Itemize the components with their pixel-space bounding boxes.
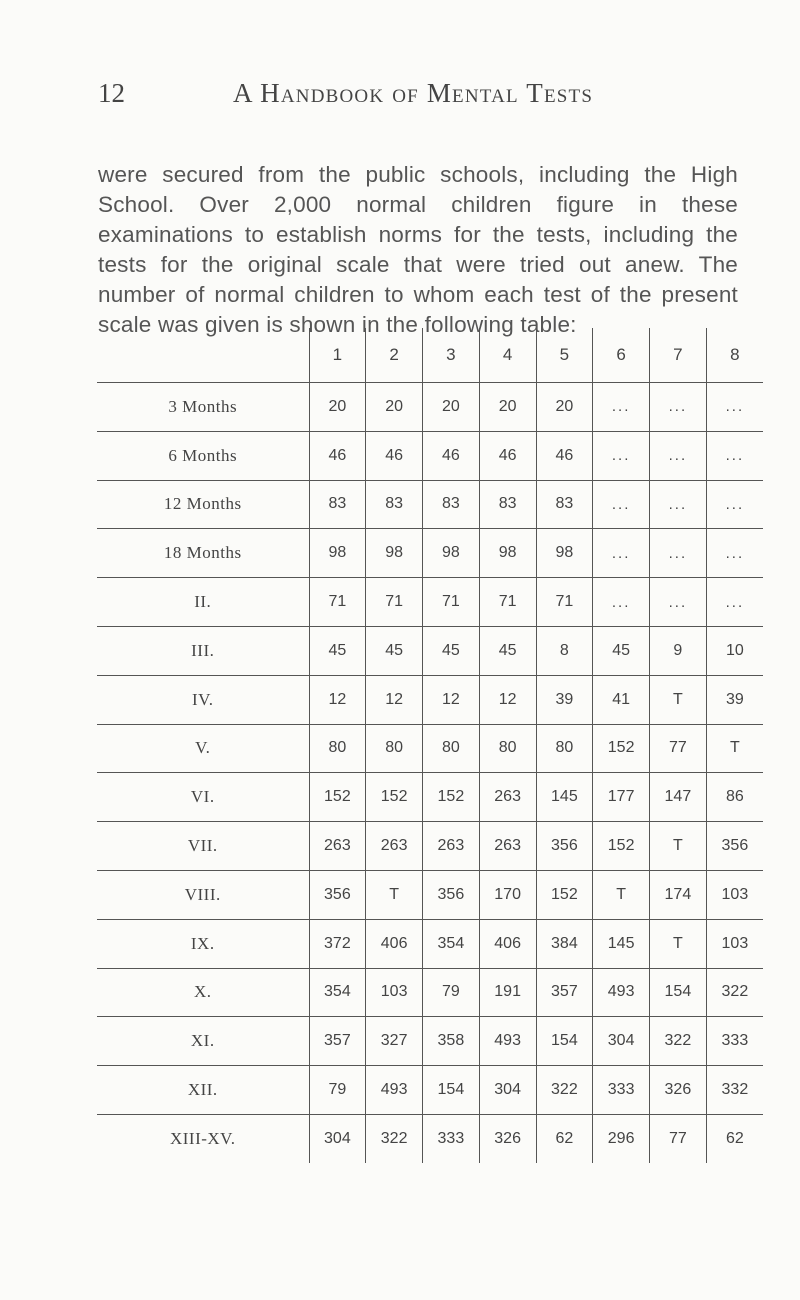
table-cell: 103: [706, 919, 763, 968]
table-cell: 326: [650, 1066, 707, 1115]
table-cell: T: [650, 822, 707, 871]
table-cell: 71: [366, 578, 423, 627]
row-label: IX.: [97, 919, 309, 968]
table-cell: 10: [706, 626, 763, 675]
table-cell: 263: [479, 773, 536, 822]
table-cell: 191: [479, 968, 536, 1017]
table-cell: 152: [309, 773, 366, 822]
table-cell: 46: [479, 431, 536, 480]
row-label: VII.: [97, 822, 309, 871]
row-label: III.: [97, 626, 309, 675]
table-cell: 80: [536, 724, 593, 773]
table-cell: 86: [706, 773, 763, 822]
corner-cell: [97, 328, 309, 383]
table-cell: 406: [366, 919, 423, 968]
table-cell: 356: [423, 870, 480, 919]
table-cell: 327: [366, 1017, 423, 1066]
table-cell: 45: [366, 626, 423, 675]
table-cell: 45: [423, 626, 480, 675]
table-cell: 322: [536, 1066, 593, 1115]
table-cell: 41: [593, 675, 650, 724]
column-header: 5: [536, 328, 593, 383]
table-cell: ...: [706, 480, 763, 529]
table-cell: ...: [593, 431, 650, 480]
table-row: [97, 1114, 763, 1162]
table-cell: 493: [479, 1017, 536, 1066]
table-cell: 333: [706, 1017, 763, 1066]
table-cell: 9: [650, 626, 707, 675]
column-header: 1: [309, 328, 366, 383]
table-cell: 406: [479, 919, 536, 968]
table-cell: 80: [479, 724, 536, 773]
table-cell: 154: [650, 968, 707, 1017]
table-cell: 83: [309, 480, 366, 529]
table-cell: 80: [366, 724, 423, 773]
table-cell: ...: [650, 431, 707, 480]
table-cell: 98: [536, 529, 593, 578]
row-label: XI.: [97, 1017, 309, 1066]
table-cell: 263: [479, 822, 536, 871]
table-cell: 332: [706, 1066, 763, 1115]
body-paragraph: were secured from the public schools, including the High School. Over 2,000 normal children figure in these examinations to establish norms for the tests, including the tests for the original scale that were tried out anew. The number of normal children to whom each test of the present scale was given is shown in the following table:: [98, 161, 738, 337]
table-cell: T: [706, 724, 763, 773]
table-cell: T: [593, 870, 650, 919]
column-header: 4: [479, 328, 536, 383]
table-cell: 372: [309, 919, 366, 968]
table-cell: ...: [650, 480, 707, 529]
row-label: 12 Months: [97, 480, 309, 529]
table-cell: 322: [650, 1017, 707, 1066]
table-cell: 20: [309, 383, 366, 432]
row-label: II.: [97, 578, 309, 627]
table-row: [97, 529, 763, 578]
table-cell: 263: [366, 822, 423, 871]
table-cell: 45: [309, 626, 366, 675]
test-counts-table: [97, 328, 763, 1163]
table-cell: ...: [650, 383, 707, 432]
table-cell: 152: [423, 773, 480, 822]
table-row: [97, 626, 763, 675]
table-cell: ...: [593, 529, 650, 578]
table-cell: 322: [706, 968, 763, 1017]
table-cell: 356: [706, 822, 763, 871]
header-row: [97, 328, 763, 383]
column-header: 8: [706, 328, 763, 383]
table-cell: 46: [309, 431, 366, 480]
table-row: [97, 773, 763, 822]
table-cell: 152: [593, 724, 650, 773]
table-cell: T: [650, 919, 707, 968]
table-cell: 39: [706, 675, 763, 724]
table-row: [97, 822, 763, 871]
table-cell: 83: [423, 480, 480, 529]
table-cell: 83: [366, 480, 423, 529]
table-cell: 304: [593, 1017, 650, 1066]
table-cell: 98: [479, 529, 536, 578]
table-cell: 103: [366, 968, 423, 1017]
table-cell: 322: [366, 1114, 423, 1162]
table-cell: 39: [536, 675, 593, 724]
table-cell: 20: [423, 383, 480, 432]
page-header: [98, 78, 690, 118]
table-cell: 83: [536, 480, 593, 529]
row-label: 3 Months: [97, 383, 309, 432]
table-cell: 154: [536, 1017, 593, 1066]
table-cell: 77: [650, 1114, 707, 1162]
table-row: [97, 480, 763, 529]
table-row: [97, 1066, 763, 1115]
table-cell: 177: [593, 773, 650, 822]
table-cell: 103: [706, 870, 763, 919]
table-cell: 354: [309, 968, 366, 1017]
table-cell: 45: [593, 626, 650, 675]
row-label: VIII.: [97, 870, 309, 919]
row-label: XII.: [97, 1066, 309, 1115]
table-cell: 304: [479, 1066, 536, 1115]
table-cell: T: [650, 675, 707, 724]
row-label: 6 Months: [97, 431, 309, 480]
table-cell: 98: [309, 529, 366, 578]
table-cell: 71: [309, 578, 366, 627]
table-cell: 304: [309, 1114, 366, 1162]
table-cell: 333: [423, 1114, 480, 1162]
table-cell: 20: [479, 383, 536, 432]
table-cell: 46: [423, 431, 480, 480]
table-cell: 152: [536, 870, 593, 919]
table-cell: 145: [593, 919, 650, 968]
table-cell: ...: [593, 480, 650, 529]
table-cell: 12: [423, 675, 480, 724]
table-cell: ...: [593, 383, 650, 432]
table-cell: 296: [593, 1114, 650, 1162]
table-cell: 152: [366, 773, 423, 822]
running-title: A Handbook of Mental Tests: [233, 78, 594, 108]
table-cell: 493: [593, 968, 650, 1017]
table-cell: 263: [309, 822, 366, 871]
row-label: VI.: [97, 773, 309, 822]
table-cell: 326: [479, 1114, 536, 1162]
table-cell: 71: [536, 578, 593, 627]
row-label: 18 Months: [97, 529, 309, 578]
table-cell: 170: [479, 870, 536, 919]
table-cell: ...: [593, 578, 650, 627]
column-header: 2: [366, 328, 423, 383]
table-cell: 77: [650, 724, 707, 773]
table-cell: 8: [536, 626, 593, 675]
table-row: [97, 968, 763, 1017]
row-label: IV.: [97, 675, 309, 724]
table-row: [97, 675, 763, 724]
table-cell: 62: [536, 1114, 593, 1162]
row-label: X.: [97, 968, 309, 1017]
table-cell: 71: [479, 578, 536, 627]
table-cell: 20: [366, 383, 423, 432]
table-cell: 354: [423, 919, 480, 968]
row-label: V.: [97, 724, 309, 773]
table-cell: 79: [423, 968, 480, 1017]
table-cell: 357: [309, 1017, 366, 1066]
table-cell: 152: [593, 822, 650, 871]
table-cell: ...: [706, 578, 763, 627]
table-cell: 46: [366, 431, 423, 480]
table-cell: 358: [423, 1017, 480, 1066]
table-cell: 356: [536, 822, 593, 871]
table-cell: 20: [536, 383, 593, 432]
page-number: 12: [98, 78, 125, 108]
row-label: XIII-XV.: [97, 1114, 309, 1162]
table-cell: 62: [706, 1114, 763, 1162]
table-cell: T: [366, 870, 423, 919]
table-cell: 45: [479, 626, 536, 675]
table-cell: ...: [706, 383, 763, 432]
table-row: [97, 919, 763, 968]
table-cell: 174: [650, 870, 707, 919]
table-cell: 80: [423, 724, 480, 773]
table-cell: 357: [536, 968, 593, 1017]
table-cell: 154: [423, 1066, 480, 1115]
table-row: [97, 383, 763, 432]
table-cell: 98: [366, 529, 423, 578]
column-header: 3: [423, 328, 480, 383]
table-cell: 12: [309, 675, 366, 724]
table-cell: ...: [650, 578, 707, 627]
table-cell: 98: [423, 529, 480, 578]
table-cell: 71: [423, 578, 480, 627]
table-cell: ...: [706, 431, 763, 480]
table-row: [97, 431, 763, 480]
table-cell: 12: [479, 675, 536, 724]
table-cell: ...: [650, 529, 707, 578]
table-cell: 80: [309, 724, 366, 773]
column-header: 6: [593, 328, 650, 383]
table-cell: 263: [423, 822, 480, 871]
table-cell: 83: [479, 480, 536, 529]
table-cell: 493: [366, 1066, 423, 1115]
table-cell: 46: [536, 431, 593, 480]
table-row: [97, 1017, 763, 1066]
table-row: [97, 870, 763, 919]
table-cell: 384: [536, 919, 593, 968]
table-cell: ...: [706, 529, 763, 578]
table-cell: 147: [650, 773, 707, 822]
table-cell: 12: [366, 675, 423, 724]
table-cell: 356: [309, 870, 366, 919]
table-cell: 333: [593, 1066, 650, 1115]
column-header: 7: [650, 328, 707, 383]
table-cell: 145: [536, 773, 593, 822]
table-row: [97, 724, 763, 773]
table-row: [97, 578, 763, 627]
table-cell: 79: [309, 1066, 366, 1115]
